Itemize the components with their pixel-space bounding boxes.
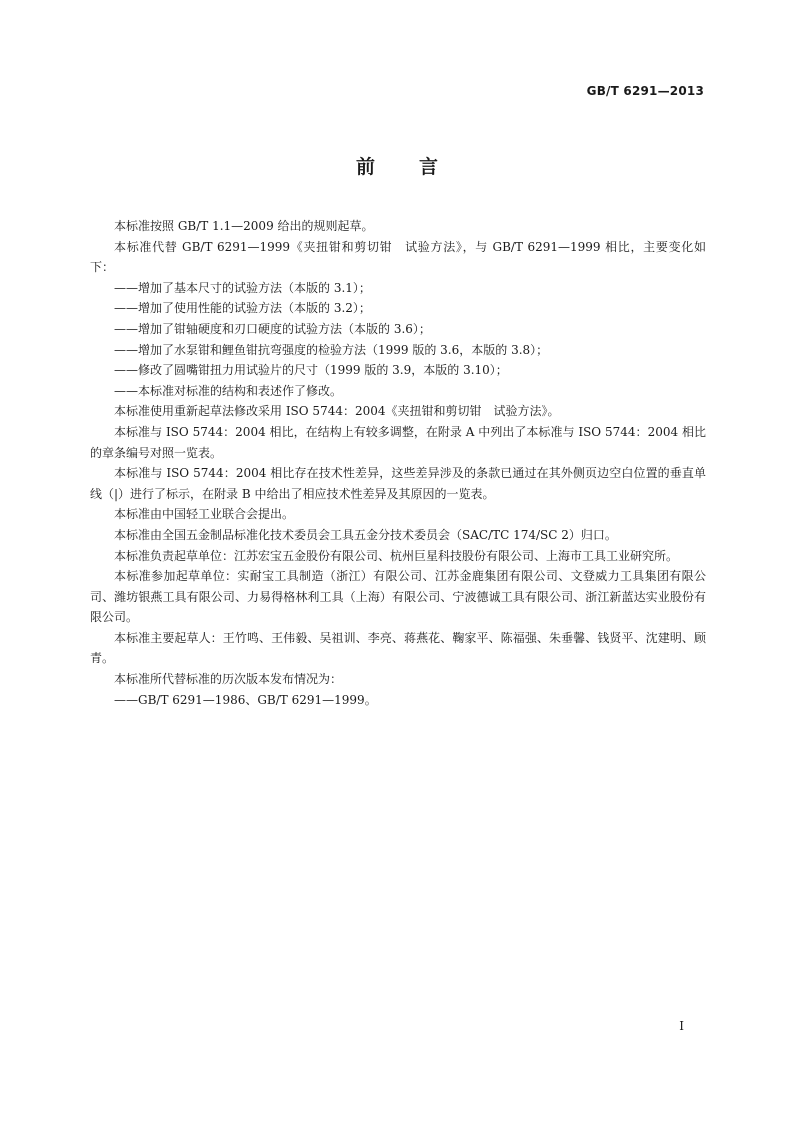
paragraph-history-intro: 本标准所代替标准的历次版本发布情况为： bbox=[114, 672, 343, 687]
paragraph-structure-diff: 本标准与 ISO 5744：2004 相比，在结构上有较多调整，在附录 A 中列出了本标准与 ISO 5744：2004 相比的章条编号对照一览表。 bbox=[90, 424, 706, 460]
standard-number: GB/T 6291—2013 bbox=[586, 84, 704, 98]
page-title: 前言 bbox=[355, 156, 482, 178]
change-item: ——增加了使用性能的试验方法（本版的 3.2）； bbox=[114, 301, 371, 316]
paragraph-responsible-units: 本标准负责起草单位：江苏宏宝五金股份有限公司、杭州巨星科技股份有限公司、上海市工具工业研究所。 bbox=[114, 548, 679, 563]
change-item: ——增加了钳轴硬度和刃口硬度的试验方法（本版的 3.6）； bbox=[114, 321, 431, 336]
change-item: ——增加了水泵钳和鲤鱼钳抗弯强度的检验方法（1999 版的 3.6，本版的 3.8）； bbox=[114, 342, 549, 357]
paragraph-drafting-rules: 本标准按照 GB/T 1.1—2009 给出的规则起草。 bbox=[114, 219, 374, 233]
change-item: ——修改了圆嘴钳扭力用试验片的尺寸（1999 版的 3.9，本版的 3.10）； bbox=[114, 363, 508, 378]
paragraph-adoption: 本标准使用重新起草法修改采用 ISO 5744：2004《夹扭钳和剪切钳 试验方法》。 bbox=[114, 404, 560, 419]
change-item: ——本标准对标准的结构和表述作了修改。 bbox=[114, 383, 343, 398]
paragraph-replaces: 本标准代替 GB/T 6291—1999《夹扭钳和剪切钳 试验方法》，与 GB/T 6291—1999 相比，主要变化如下： bbox=[90, 239, 706, 275]
paragraph-technical-diff: 本标准与 ISO 5744：2004 相比存在技术性差异，这些差异涉及的条款已通过在其外侧页边空白位置的垂直单线（|）进行了标示，在附录 B 中给出了相应技术性差异及其原因的一览表。 bbox=[90, 466, 706, 501]
foreword-body bbox=[90, 216, 706, 710]
paragraph-centralized-by: 本标准由全国五金制品标准化技术委员会工具五金分技术委员会（SAC/TC 174/SC 2）归口。 bbox=[114, 527, 617, 542]
paragraph-participating-units: 本标准参加起草单位：实耐宝工具制造（浙江）有限公司、江苏金鹿集团有限公司、文登威力工具集团有限公司、潍坊银燕工具有限公司、力易得格林利工具（上海）有限公司、宁波德诚工具有限公司、浙江新蓝达实业股份有限公司。 bbox=[90, 569, 706, 625]
page-number: I bbox=[679, 1019, 684, 1033]
change-item: ——增加了基本尺寸的试验方法（本版的 3.1）； bbox=[114, 280, 371, 295]
paragraph-drafters: 本标准主要起草人：王竹鸣、王伟毅、吴祖训、李亮、蒋燕花、鞠家平、陈福强、朱垂馨、钱贤平、沈建明、顾青。 bbox=[90, 630, 706, 666]
history-item: ——GB/T 6291—1986、GB/T 6291—1999。 bbox=[114, 692, 377, 707]
paragraph-proposed-by: 本标准由中国轻工业联合会提出。 bbox=[114, 507, 295, 522]
